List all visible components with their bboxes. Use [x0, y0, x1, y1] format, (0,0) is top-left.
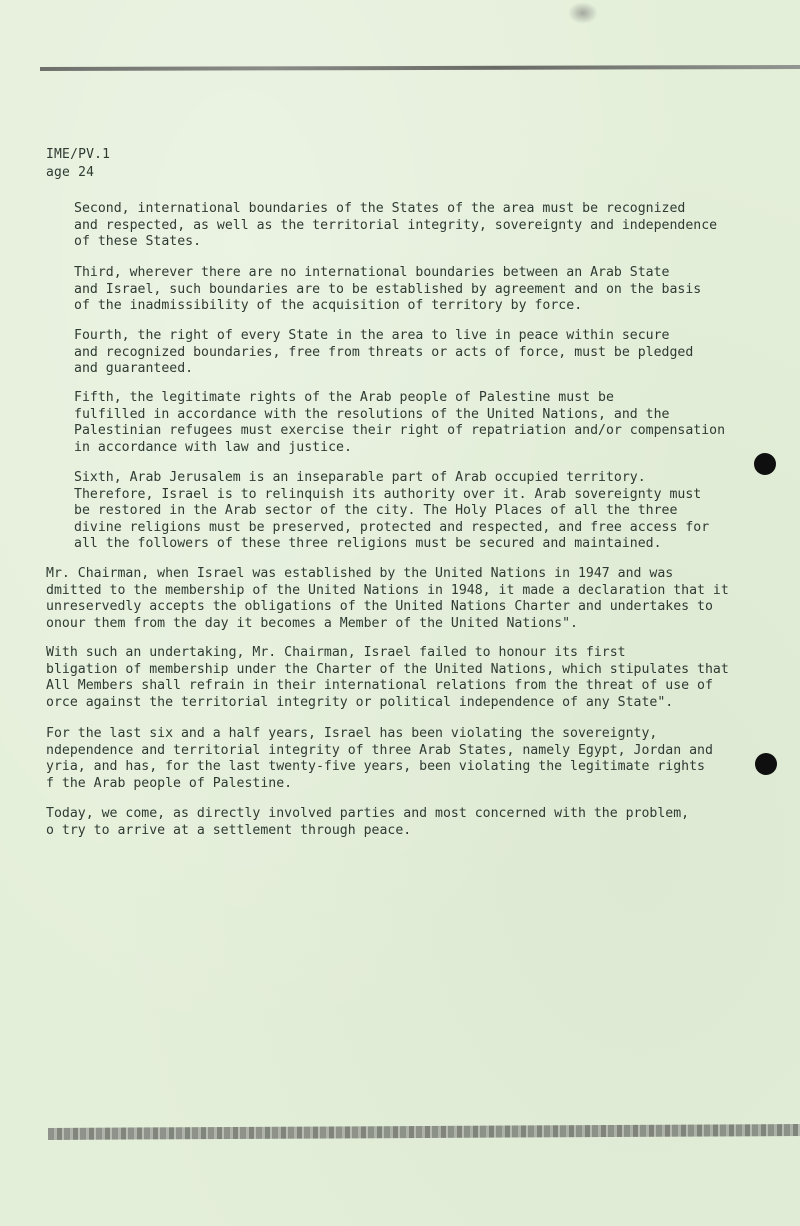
paragraph-fifth-point [74, 390, 725, 456]
document-symbol: IME/PV.1 [46, 147, 111, 162]
punch-hole [755, 753, 777, 775]
text-line: dmitted to the membership of the United Nations in 1948, it made a declaration that it [46, 582, 729, 598]
text-line: and recognized boundaries, free from threats or acts of force, must be pledged [74, 344, 694, 360]
paragraph-violations [46, 726, 713, 792]
page-number: age 24 [46, 165, 95, 180]
paragraph-fourth-point [74, 328, 693, 378]
text-line: divine religions must be preserved, protected and respected, and free access for [74, 519, 710, 535]
punch-hole [754, 453, 776, 475]
text-line: and Israel, such boundaries are to be established by agreement and on the basis [74, 281, 702, 297]
text-line: all the followers of these three religions must be secured and maintained. [74, 536, 662, 551]
paragraph-third-point [74, 265, 701, 315]
text-line: of the inadmissibility of the acquisition of territory by force. [74, 298, 583, 313]
text-line: Third, wherever there are no international boundaries between an Arab State [74, 265, 670, 280]
text-line: Therefore, Israel is to relinquish its authority over it. Arab sovereignty must [74, 486, 702, 502]
text-line: ndependence and territorial integrity of three Arab States, namely Egypt, Jordan and [46, 742, 713, 758]
text-line: of these States. [74, 234, 202, 249]
bottom-rule [48, 1124, 800, 1140]
text-line: be restored in the Arab sector of the city. The Holy Places of all the three [74, 503, 678, 518]
text-line: orce against the territorial integrity or political independence of any State". [46, 694, 674, 710]
paragraph-israel-admission [46, 566, 729, 632]
ink-smudge [568, 2, 598, 24]
text-line: and guaranteed. [74, 361, 194, 376]
text-line: unreservedly accepts the obligations of the United Nations Charter and undertakes to [46, 599, 713, 614]
text-line: Palestinian refugees must exercise their right of repatriation and/or compensation [74, 423, 726, 438]
text-line: fulfilled in accordance with the resolutions of the United Nations, and the [74, 406, 670, 422]
text-line: All Members shall refrain in their international relations from the threat of use of [46, 678, 713, 693]
text-line: Today, we come, as directly involved parties and most concerned with the problem, [46, 806, 690, 821]
text-line: yria, and has, for the last twenty-five years, been violating the legitimate rights [46, 759, 705, 774]
text-line: With such an undertaking, Mr. Chairman, Israel failed to honour its first [46, 645, 626, 660]
text-line: For the last six and a half years, Israel has been violating the sovereignty, [46, 726, 658, 741]
text-line: Second, international boundaries of the States of the area must be recognized [74, 201, 686, 216]
paragraph-sixth-point [74, 470, 709, 553]
text-line: Sixth, Arab Jerusalem is an inseparable part of Arab occupied territory. [74, 470, 646, 485]
text-line: in accordance with law and justice. [74, 439, 352, 455]
text-line: Fourth, the right of every State in the area to live in peace within secure [74, 328, 670, 343]
text-line: Fifth, the legitimate rights of the Arab people of Palestine must be [74, 390, 614, 405]
text-line: and respected, as well as the territorial integrity, sovereignty and independence [74, 217, 718, 233]
text-line: bligation of membership under the Charter of the United Nations, which stipulates that [46, 661, 729, 677]
paragraph-second-point [74, 201, 717, 251]
text-line: onour them from the day it becomes a Member of the United Nations". [46, 615, 578, 631]
text-line: f the Arab people of Palestine. [46, 775, 293, 791]
paragraph-charter-obligation [46, 645, 729, 711]
text-line: o try to arrive at a settlement through peace. [46, 822, 412, 838]
text-line: Mr. Chairman, when Israel was established by the United Nations in 1947 and was [46, 566, 674, 581]
top-rule [40, 65, 800, 71]
paragraph-settlement [46, 806, 689, 839]
document-reference [46, 146, 110, 182]
